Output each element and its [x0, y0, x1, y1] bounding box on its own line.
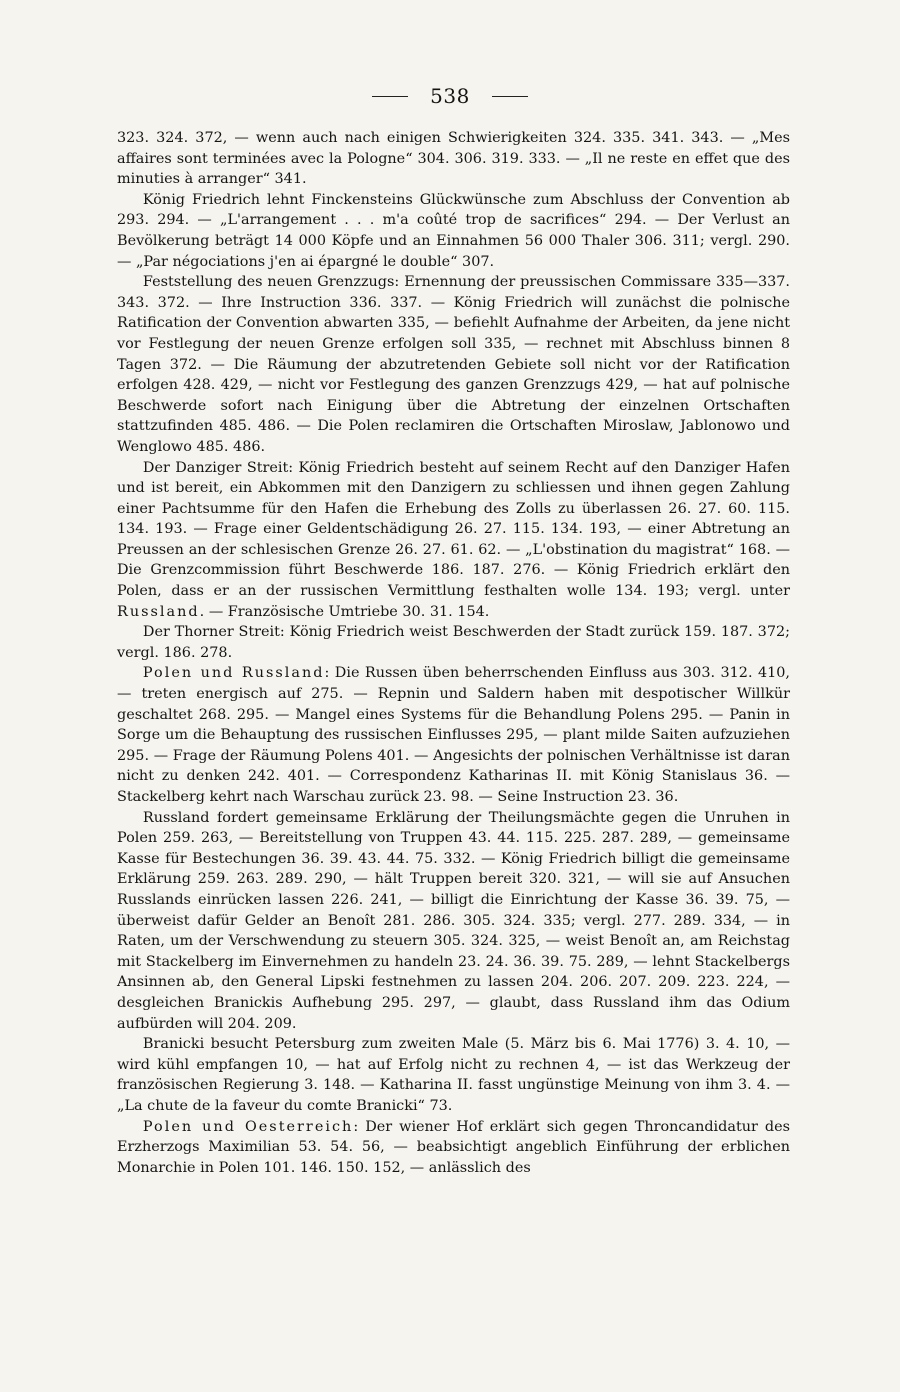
- paragraph-4: Der Danziger Streit: König Friedrich besteht auf seinem Recht auf den Danziger Hafen und ist bereit, ein Abkommen mit den Danzigern zu schliessen und ihnen gegen Zahlung einer Pachtsumme für den Hafen die Erhebung des Zolls zu überlassen 26. 27. 60. 115. 134. 193. — Frage einer Geldentschädigung 26. 27. 115. 134. 193, — einer Abtretung an Preussen an der schlesischen Grenze 26. 27. 61. 62. — „L'obstination du magistrat“ 168. — Die Grenzcommission führt Beschwerde 186. 187. 276. — König Friedrich erklärt den Polen, dass er an der russischen Vermittlung festhalten wolle 134. 193; vergl. unter Russland. — Französische Umtriebe 30. 31. 154.: [117, 459, 790, 620]
- header-rule-right: [492, 96, 528, 97]
- index-text: [117, 128, 790, 1178]
- section-heading: Polen und Russland: [142, 665, 325, 682]
- section-heading: Polen und Oesterreich: [142, 1118, 354, 1135]
- paragraph-2: König Friedrich lehnt Finckensteins Glückwünsche zum Abschluss der Convention ab 293. 294. — „L'arrangement . . . m'a coûté trop de sacrifices“ 294. — Der Verlust an Bevölkerung beträgt 14 000 Köpfe und an Einnahmen 56 000 Thaler 306. 311; vergl. 290. — „Par négociations j'en ai épargné le double“ 307.: [117, 191, 790, 270]
- paragraph-3: Feststellung des neuen Grenzzugs: Ernennung der preussischen Commissare 335—337. 343. 372. — Ihre Instruction 336. 337. — König Friedrich will zunächst die polnische Ratification der Convention abwarten 335, — befiehlt Aufnahme der Arbeiten, da jene nicht vor Festlegung der neuen Grenze erfolgen soll 335, — rechnet mit Abschluss binnen 8 Tagen 372. — Die Räumung der abzutretenden Gebiete soll nicht vor der Ratification erfolgen 428. 429, — nicht vor Festlegung des ganzen Grenzzugs 429, — hat auf polnische Beschwerde sofort nach Einigung über die Abtretung der einzelnen Ortschaften stattzufinden 485. 486. — Die Polen reclamiren die Ortschaften Miroslaw, Jablonowo und Wenglowo 485. 486.: [117, 274, 790, 455]
- paragraph-5: Der Thorner Streit: König Friedrich weist Beschwerden der Stadt zurück 159. 187. 372; vergl. 186. 278.: [117, 624, 790, 661]
- page-header: [0, 84, 900, 108]
- page-number: 538: [430, 84, 470, 108]
- paragraph-9: Polen und Oesterreich: Der wiener Hof erklärt sich gegen Throncandidatur des Erzherzogs Maximilian 53. 54. 56, — beabsichtigt angeblich Einführung der erblichen Monarchie in Polen 101. 146. 150. 152, — anlässlich des: [117, 1118, 790, 1176]
- paragraph-6: Polen und Russland: Die Russen üben beherrschenden Einfluss aus 303. 312. 410, — treten energisch auf 275. — Repnin und Saldern haben mit despotischer Willkür geschaltet 268. 295. — Mangel eines Systems für die Behandlung Polens 295. — Panin in Sorge um die Behauptung des russischen Einflusses 295, — plant milde Saiten aufzuziehen 295. — Frage der Räumung Polens 401. — Angesichts der polnischen Verhältnisse ist daran nicht zu denken 242. 401. — Correspondenz Katharinas II. mit König Stanislaus 36. — Stackelberg kehrt nach Warschau zurück 23. 98. — Seine Instruction 23. 36.: [117, 665, 791, 805]
- paragraph-8: Branicki besucht Petersburg zum zweiten Male (5. März bis 6. Mai 1776) 3. 4. 10, — wird kühl empfangen 10, — hat auf Erfolg nicht zu rechnen 4, — ist das Werkzeug der französischen Regierung 3. 148. — Katharina II. fasst ungünstige Meinung von ihm 3. 4. — „La chute de la faveur du comte Branicki“ 73.: [117, 1036, 790, 1114]
- paragraph-7: Russland fordert gemeinsame Erklärung der Theilungsmächte gegen die Unruhen in Polen 259. 263, — Bereitstellung von Truppen 43. 44. 115. 225. 287. 289, — gemeinsame Kasse für Bestechungen 36. 39. 43. 44. 75. 332. — König Friedrich billigt die gemeinsame Erklärung 259. 263. 289. 290, — hält Truppen bereit 320. 321, — will sie auf Ansuchen Russlands einrücken lassen 226. 241, — billigt die Einrichtung der Kasse 36. 39. 75, — überweist dafür Gelder an Benoît 281. 286. 305. 324. 335; vergl. 277. 289. 334, — in Raten, um der Verschwendung zu steuern 305. 324. 325, — weist Benoît an, am Reichstag mit Stackelberg im Einvernehmen zu handeln 23. 24. 36. 39. 75. 289, — lehnt Stackelbergs Ansinnen ab, den General Lipski festnehmen zu lassen 204. 206. 207. 209. 223. 224, — desgleichen Branickis Aufhebung 295. 297, — glaubt, dass Russland ihm das Odium aufbürden will 204. 209.: [117, 809, 790, 1032]
- header-rule-left: [372, 96, 408, 97]
- paragraph-1: 323. 324. 372, — wenn auch nach einigen Schwierigkeiten 324. 335. 341. 343. — „Mes affaires sont terminées avec la Pologne“ 304. 306. 319. 333. — „Il ne reste en effet que des minuties à arranger“ 341.: [117, 130, 790, 188]
- spaced-term: Russland: [117, 603, 200, 620]
